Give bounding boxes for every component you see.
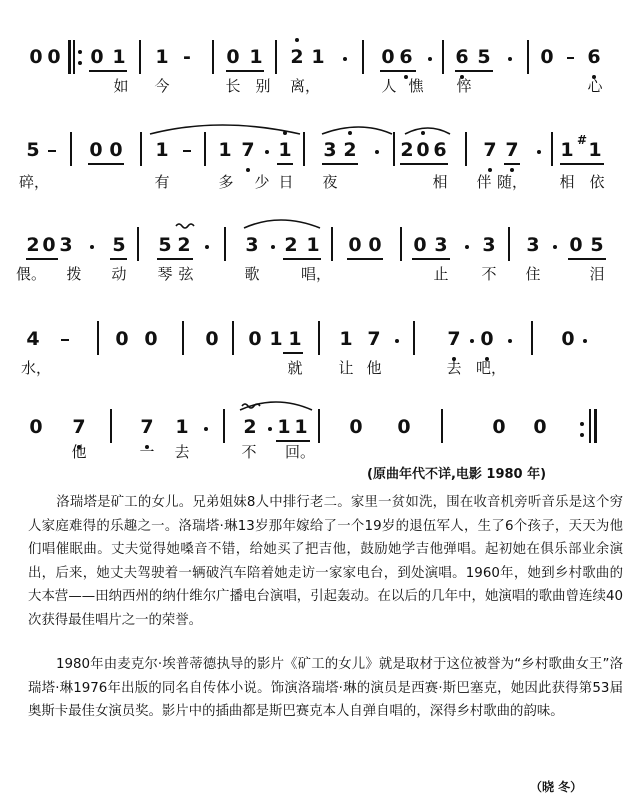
note: 0	[561, 328, 575, 350]
note: 3	[245, 234, 259, 256]
lyric: 让	[338, 359, 354, 377]
lyric: 人	[381, 77, 397, 95]
note: 5	[158, 234, 172, 256]
note: 3	[59, 234, 73, 256]
lyric: 不	[241, 443, 257, 461]
note: 0	[569, 234, 583, 256]
note: 7	[447, 328, 461, 350]
note: 0	[29, 46, 43, 68]
note: 2	[243, 416, 257, 438]
slur	[150, 125, 300, 134]
lyric: 就	[287, 359, 303, 377]
lyric: 悴	[456, 77, 472, 95]
note: 0	[381, 46, 395, 68]
lyric: 琴	[157, 265, 173, 283]
paragraph-1	[28, 491, 623, 632]
note: 4	[26, 328, 40, 350]
note: 3	[434, 234, 448, 256]
lyric: 伴	[476, 173, 492, 191]
lyric: 他	[366, 359, 382, 377]
note: 3	[526, 234, 540, 256]
signature: （晓 冬）	[530, 780, 583, 794]
note: 0	[533, 416, 547, 438]
note: 1	[277, 416, 291, 438]
note: 1	[175, 416, 189, 438]
note: 7	[72, 416, 86, 438]
lyric: 夜	[322, 173, 338, 191]
note: 7	[367, 328, 381, 350]
lyric: 相	[432, 173, 448, 191]
note: 6	[399, 46, 413, 68]
note: 0	[492, 416, 506, 438]
note: 1	[288, 328, 302, 350]
note: 2	[400, 139, 414, 161]
mordent	[176, 224, 194, 228]
lyric: 回。	[284, 443, 316, 461]
lyric: 长	[225, 77, 241, 95]
lyric: 吧，	[475, 359, 507, 377]
note: 7	[505, 139, 519, 161]
note: 6	[587, 46, 601, 68]
paragraph-1-text: 洛瑞塔是矿工的女儿。兄弟姐妹8人中排行老二。家里一贫如洗，围在收音机旁听音乐是这个穷人家庭难得的乐趣之一。洛瑞塔·琳13岁那年嫁给了一个19岁的退伍军人，生了6个孩子，天天为他们唱催眠曲。丈夫觉得她嗓音不错，给她买了把吉他，鼓励她学吉他弹唱。起初她在俱乐部业余演出，后来，她丈夫驾驶着一辆破汽车陪着她走访一家家电台，到处演唱。1960年，她到乡村歌曲的大本营——田纳西州的纳什维尔广播电台演唱，引起轰动。在以后的几年中，她演唱的歌曲曾连续40次获得最佳唱片之一的荣誉。	[28, 495, 623, 628]
slur	[405, 128, 450, 134]
lyric: 随，	[496, 173, 528, 191]
note: 2	[343, 139, 357, 161]
note: 1	[155, 139, 169, 161]
lyric: 泪	[589, 265, 605, 283]
sharp-sign: #	[577, 133, 588, 147]
note: 2	[177, 234, 191, 256]
slur	[240, 402, 312, 410]
lyric: 相	[559, 173, 575, 191]
paragraph-2-text: 1980年由麦克尔·埃普蒂德执导的影片《矿工的女儿》就是取材于这位被誉为“乡村歌曲女王”洛瑞塔·琳1976年出版的同名自传体小说。饰演洛瑞塔·琳的演员是西赛·斯巴塞克，她因此获得第53届奥斯卡最佳女演员奖。影片中的插曲都是斯巴赛克本人自弹自唱的，深得乡村歌曲的韵味。	[28, 657, 623, 719]
note: 0	[90, 46, 104, 68]
note: 0	[29, 416, 43, 438]
lyric: 去	[174, 443, 190, 461]
note: 5	[477, 46, 491, 68]
lyric: 一	[139, 443, 155, 461]
lyric: 动	[111, 265, 127, 283]
lyric: 不	[481, 265, 497, 283]
note: 0	[413, 234, 427, 256]
note: 1	[560, 139, 574, 161]
note: 0	[397, 416, 411, 438]
note: 0	[115, 328, 129, 350]
lyric: 歌	[244, 265, 260, 283]
lyric: 心	[587, 77, 603, 95]
lyric: 憔	[408, 77, 424, 95]
note: 1	[269, 328, 283, 350]
note: 1	[306, 234, 320, 256]
note: -	[183, 46, 191, 68]
note: 3	[323, 139, 337, 161]
note: 2	[284, 234, 298, 256]
note: 7	[140, 416, 154, 438]
lyric: 去	[446, 359, 462, 377]
lyric: 日	[278, 173, 294, 191]
note: 0	[480, 328, 494, 350]
note: 0	[89, 139, 103, 161]
note: 0	[205, 328, 219, 350]
note: 0	[348, 234, 362, 256]
lyric: 碎，	[18, 173, 50, 191]
note: 7	[483, 139, 497, 161]
lyric: 住	[525, 265, 541, 283]
note: 1	[339, 328, 353, 350]
lyric: 离，	[289, 77, 321, 95]
note: 1	[588, 139, 602, 161]
note: 2	[26, 234, 40, 256]
slur	[322, 127, 392, 134]
note: 7	[241, 139, 255, 161]
note: 5	[26, 139, 40, 161]
lyric: 依	[589, 173, 605, 191]
note: 5	[590, 234, 604, 256]
note: 0	[540, 46, 554, 68]
lyric: 他	[71, 443, 87, 461]
slur	[244, 220, 320, 228]
note: 0	[368, 234, 382, 256]
note: 0	[226, 46, 240, 68]
note: 1	[278, 139, 292, 161]
note: 0	[144, 328, 158, 350]
note: 3	[482, 234, 496, 256]
note: 0	[47, 46, 61, 68]
note: 0	[416, 139, 430, 161]
note: 2	[290, 46, 304, 68]
lyric: 今	[154, 77, 170, 95]
lyric: 拨	[66, 265, 82, 283]
lyric: 多	[218, 173, 234, 191]
lyric: 少	[254, 173, 270, 191]
note: 1	[294, 416, 308, 438]
note: 0	[109, 139, 123, 161]
note: 1	[155, 46, 169, 68]
note: 6	[433, 139, 447, 161]
lyric: 如	[113, 77, 129, 95]
note: 1	[112, 46, 126, 68]
lyric: 有	[154, 173, 170, 191]
lyric: 偎。	[15, 265, 47, 283]
source-note: (原曲年代不详,电影 1980 年)	[367, 467, 547, 482]
note: 1	[311, 46, 325, 68]
lyric: 止	[433, 265, 449, 283]
note: 1	[249, 46, 263, 68]
lyric: 水，	[20, 359, 52, 377]
note: 0	[42, 234, 56, 256]
note: 6	[455, 46, 469, 68]
paragraph-2	[28, 653, 623, 724]
note: 0	[248, 328, 262, 350]
lyric: 唱，	[300, 265, 332, 283]
note: 5	[112, 234, 126, 256]
note: 1	[218, 139, 232, 161]
lyric: 别	[255, 77, 271, 95]
note: 0	[349, 416, 363, 438]
lyric: 弦	[178, 265, 194, 283]
